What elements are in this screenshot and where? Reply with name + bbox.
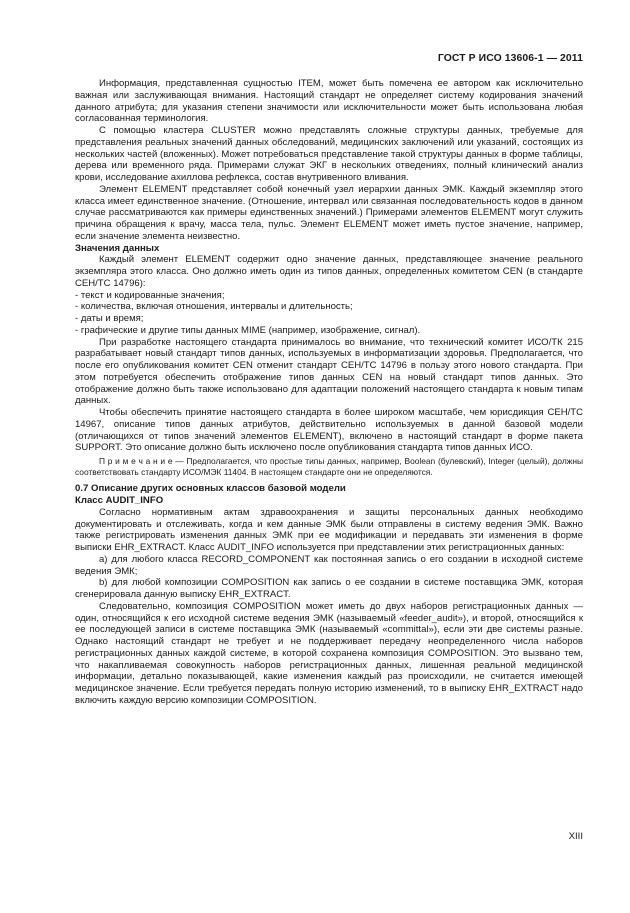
paragraph-text: b) для любой композиции COMPOSITION как запись о ее создании в системе поставщика ЭМК, которая сгенерировала данную выписку EHR_EXTRACT. <box>75 577 583 601</box>
paragraph-text: Информация, представленная сущностью ITEM, может быть помечена ее автором как исключительно важная или заслуживающая внимания. Настоящий стандарт не определяет систему кодирования значений данного атрибута; для указания степени значимости или исключительности может быть использована любая согласованная терминология. <box>75 78 583 125</box>
list-item-text: - графические и другие типы данных MIME (например, изображение, сигнал). <box>75 324 421 336</box>
paragraph <box>75 577 583 601</box>
note-text: — Предполагается, что простые типы данных, например, Boolean (булевский), Integer (целый), должны соответствовать стандарту ИСО/МЭК 11404. В настоящем стандарте они не определяются. <box>75 456 583 477</box>
paragraph-text: а) для любого класса RECORD_COMPONENT как постоянная запись о его создании в исходной системе ведения ЭМК; <box>75 553 583 577</box>
paragraph <box>75 184 583 243</box>
list-item-text: - количества, включая отношения, интервалы и длительность; <box>75 301 353 313</box>
note-label: П р и м е ч а н и е <box>99 456 173 466</box>
paragraph <box>75 254 583 289</box>
list-item-text: - текст и кодированные значения; <box>75 289 225 301</box>
paragraph-text: Чтобы обеспечить принятие настоящего стандарта в более широком масштабе, чем юрисдикция CEH/TC 14967, описание типов данных атрибутов, действительно используемых в данной базовой модели (отличающихся от типов значений элементов ELEMENT), включено в настоящий стандарт в форме пакета SUPPORT. Это описание должно быть исключено после опубликования стандарта типов данных ИСО. <box>75 407 583 454</box>
list-item <box>75 301 583 313</box>
paragraph-text: Следовательно, композиция COMPOSITION может иметь до двух наборов регистрационных данных — один, относящийся к его исходной системе ведения ЭМК (называемый «feeder_audit»), и второй, относящийся к ее последующей записи в системе поставщика ЭМК (называемый «committal»), если эти две системы разные. Однако настоящий стандарт не требует и не поддерживает передачу неопределенного числа наборов регистрационных данных каждой системе, в которой сохранена композиция COMPOSITION. Это вызвано тем, что накапливаемая совокупность наборов регистрационных данных, лишенная реальной медицинской информации, детально показывающей, какие изменения каждый раз происходили, не считается имеющей медицинское значение. Если требуется передать полную историю изменений, то в выписку EHR_EXTRACT надо включить каждую версию композиции COMPOSITION. <box>75 600 583 706</box>
values-heading <box>75 243 583 255</box>
note <box>75 456 583 477</box>
paragraph-text: При разработке настоящего стандарта принималось во внимание, что технический комитет ИСО/ТК 215 разрабатывает новый стандарт типов данных, используемых в информатизации здоровья. Предполагается, что после его опубликования комитет CEN отменит стандарт CEH/TC 14796 в пользу этого нового стандарта. При этом потребуется обеспечить отображение типов данных CEN на новый стандарт типов данных. Это отображение должно быть также использовано для адаптации положений настоящего стандарта к новым типам данных. <box>75 336 583 407</box>
values-list <box>75 290 583 337</box>
paragraph <box>75 407 583 454</box>
paragraph <box>75 337 583 408</box>
paragraph <box>75 125 583 184</box>
document-header: ГОСТ Р ИСО 13606-1 — 2011 <box>437 53 583 64</box>
paragraph <box>75 554 583 578</box>
class-heading: Класс AUDIT_INFO <box>75 495 164 507</box>
paragraph-text: Согласно нормативным актам здравоохранения и защиты персональных данных необходимо документировать и отслеживать, когда и кем данные ЭМК были отправлены в систему ведения ЭМК. Важно также регистрировать изменения данных ЭМК при ее модификации и передавать эти изменения в форме выписки EHR_EXTRACT. Класс AUDIT_INFO используется при представлении этих регистрационных данных: <box>75 506 583 554</box>
paragraph-text: С помощью кластера CLUSTER можно представлять сложные структуры данных, требуемые для представления реальных значений данных обследований, медицинских заключений или указаний, состоящих из нескольких частей (вложенных). Может потребоваться представление такой структуры данных в форме таблицы, дерева или временного ряда. Примерами служат ЭКГ в нескольких отведениях, полный клинический анализ крови, исследование ахиллова рефлекса, состав внутривенного вливания. <box>75 125 583 183</box>
paragraph-text: Элемент ELEMENT представляет собой конечный узел иерархии данных ЭМК. Каждый экземпляр этого класса имеет единственное значение. (Отношение, интервал или связанная последовательность кодов в данном случае рассматриваются как примеры единственных значений.) Примерами элементов ELEMENT могут служить причина обращения к врачу, масса тела, пульс. Элемент ELEMENT может иметь пустое значение, например, если значение элемента неизвестно. <box>75 183 583 242</box>
values-heading-text: Значения данных <box>75 242 160 254</box>
page-body <box>75 78 583 707</box>
list-item <box>75 313 583 325</box>
paragraph <box>75 507 583 554</box>
section-heading: 0.7 Описание других основных классов базовой модели <box>75 483 346 495</box>
paragraph <box>75 78 583 125</box>
list-item <box>75 325 583 337</box>
paragraph-text: Каждый элемент ELEMENT содержит одно значение данных, представляющее значение реального экземпляра этого класса. Оно должно иметь один из типов данных, определенных комитетом CEN (в стандарте CEH/TC 14796): <box>75 254 583 289</box>
paragraph <box>75 601 583 707</box>
list-item <box>75 290 583 302</box>
page-number: XIII <box>568 831 583 842</box>
list-item-text: - даты и время; <box>75 313 144 324</box>
